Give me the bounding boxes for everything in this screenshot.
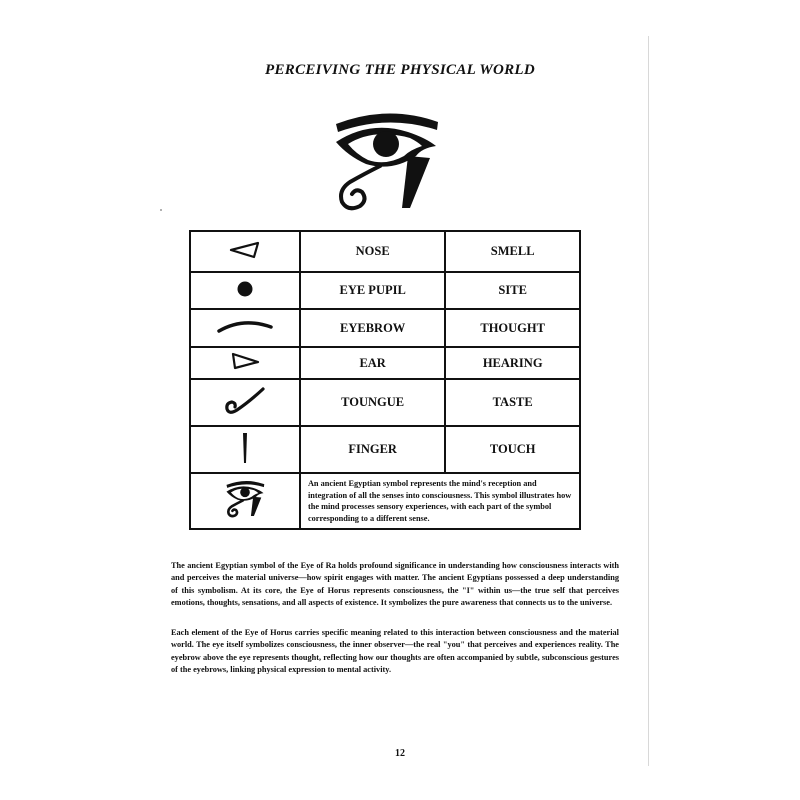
table-cell-sense: SMELL [445,231,580,272]
triangle-nose-icon [190,231,300,272]
table-cell-part: TOUNGUE [300,379,445,426]
table-cell-sense: SITE [445,272,580,309]
table-cell-part: NOSE [300,231,445,272]
table-row [190,231,580,272]
symbol-description: An ancient Egyptian symbol represents the mind's reception and integration of all the senses into consciousness. This symbol illustrates how the mind processes sensory experiences, with each part of the symbol corresponding to a different sense. [300,473,580,529]
table-cell-part: EYEBROW [300,309,445,347]
body-paragraph: The ancient Egyptian symbol of the Eye of Ra holds profound significance in understanding how consciousness interacts with and perceives the material universe—how spirit engages with matter. The ancient Egyptians possessed a deep understanding of this symbolism. At its core, the Eye of Horus represents consciousness, the "I" within us—the true self that perceives emotions, thoughts, sensations, and all aspects of existence. It symbolizes the pure awareness that connects us to the universe. [171,561,619,608]
table-cell-sense: HEARING [445,347,580,379]
table-row [190,309,580,347]
table-cell-part: EAR [300,347,445,379]
senses-table [189,230,581,530]
table-row [190,347,580,379]
triangle-ear-icon [190,347,300,379]
eyebrow-arc-icon [190,309,300,347]
table-cell-part: EYE PUPIL [300,272,445,309]
spiral-tongue-icon [190,379,300,426]
table-cell-sense: TASTE [445,379,580,426]
table-cell-part: FINGER [300,426,445,473]
page-number: 12 [395,748,405,759]
table-cell-sense: TOUCH [445,426,580,473]
table-row [190,426,580,473]
eye-of-horus-icon [330,108,442,216]
eye-of-horus-icon [190,473,300,529]
pupil-dot-icon [190,272,300,309]
speck [160,209,162,211]
table-cell-sense: THOUGHT [445,309,580,347]
vertical-finger-icon [190,426,300,473]
table-row [190,379,580,426]
table-row [190,272,580,309]
body-paragraph: Each element of the Eye of Horus carries specific meaning related to this interaction between consciousness and the material world. The eye itself symbolizes consciousness, the inner observer—the real "you" that perceives and experiences reality. The eyebrow above the eye represents thought, reflecting how our thoughts are often accompanied by subtle, subconscious gestures of the eyebrows, linking physical expression to mental activity. [171,628,619,675]
page-title: PERCEIVING THE PHYSICAL WORLD [265,62,535,78]
table-row-summary [190,473,580,529]
